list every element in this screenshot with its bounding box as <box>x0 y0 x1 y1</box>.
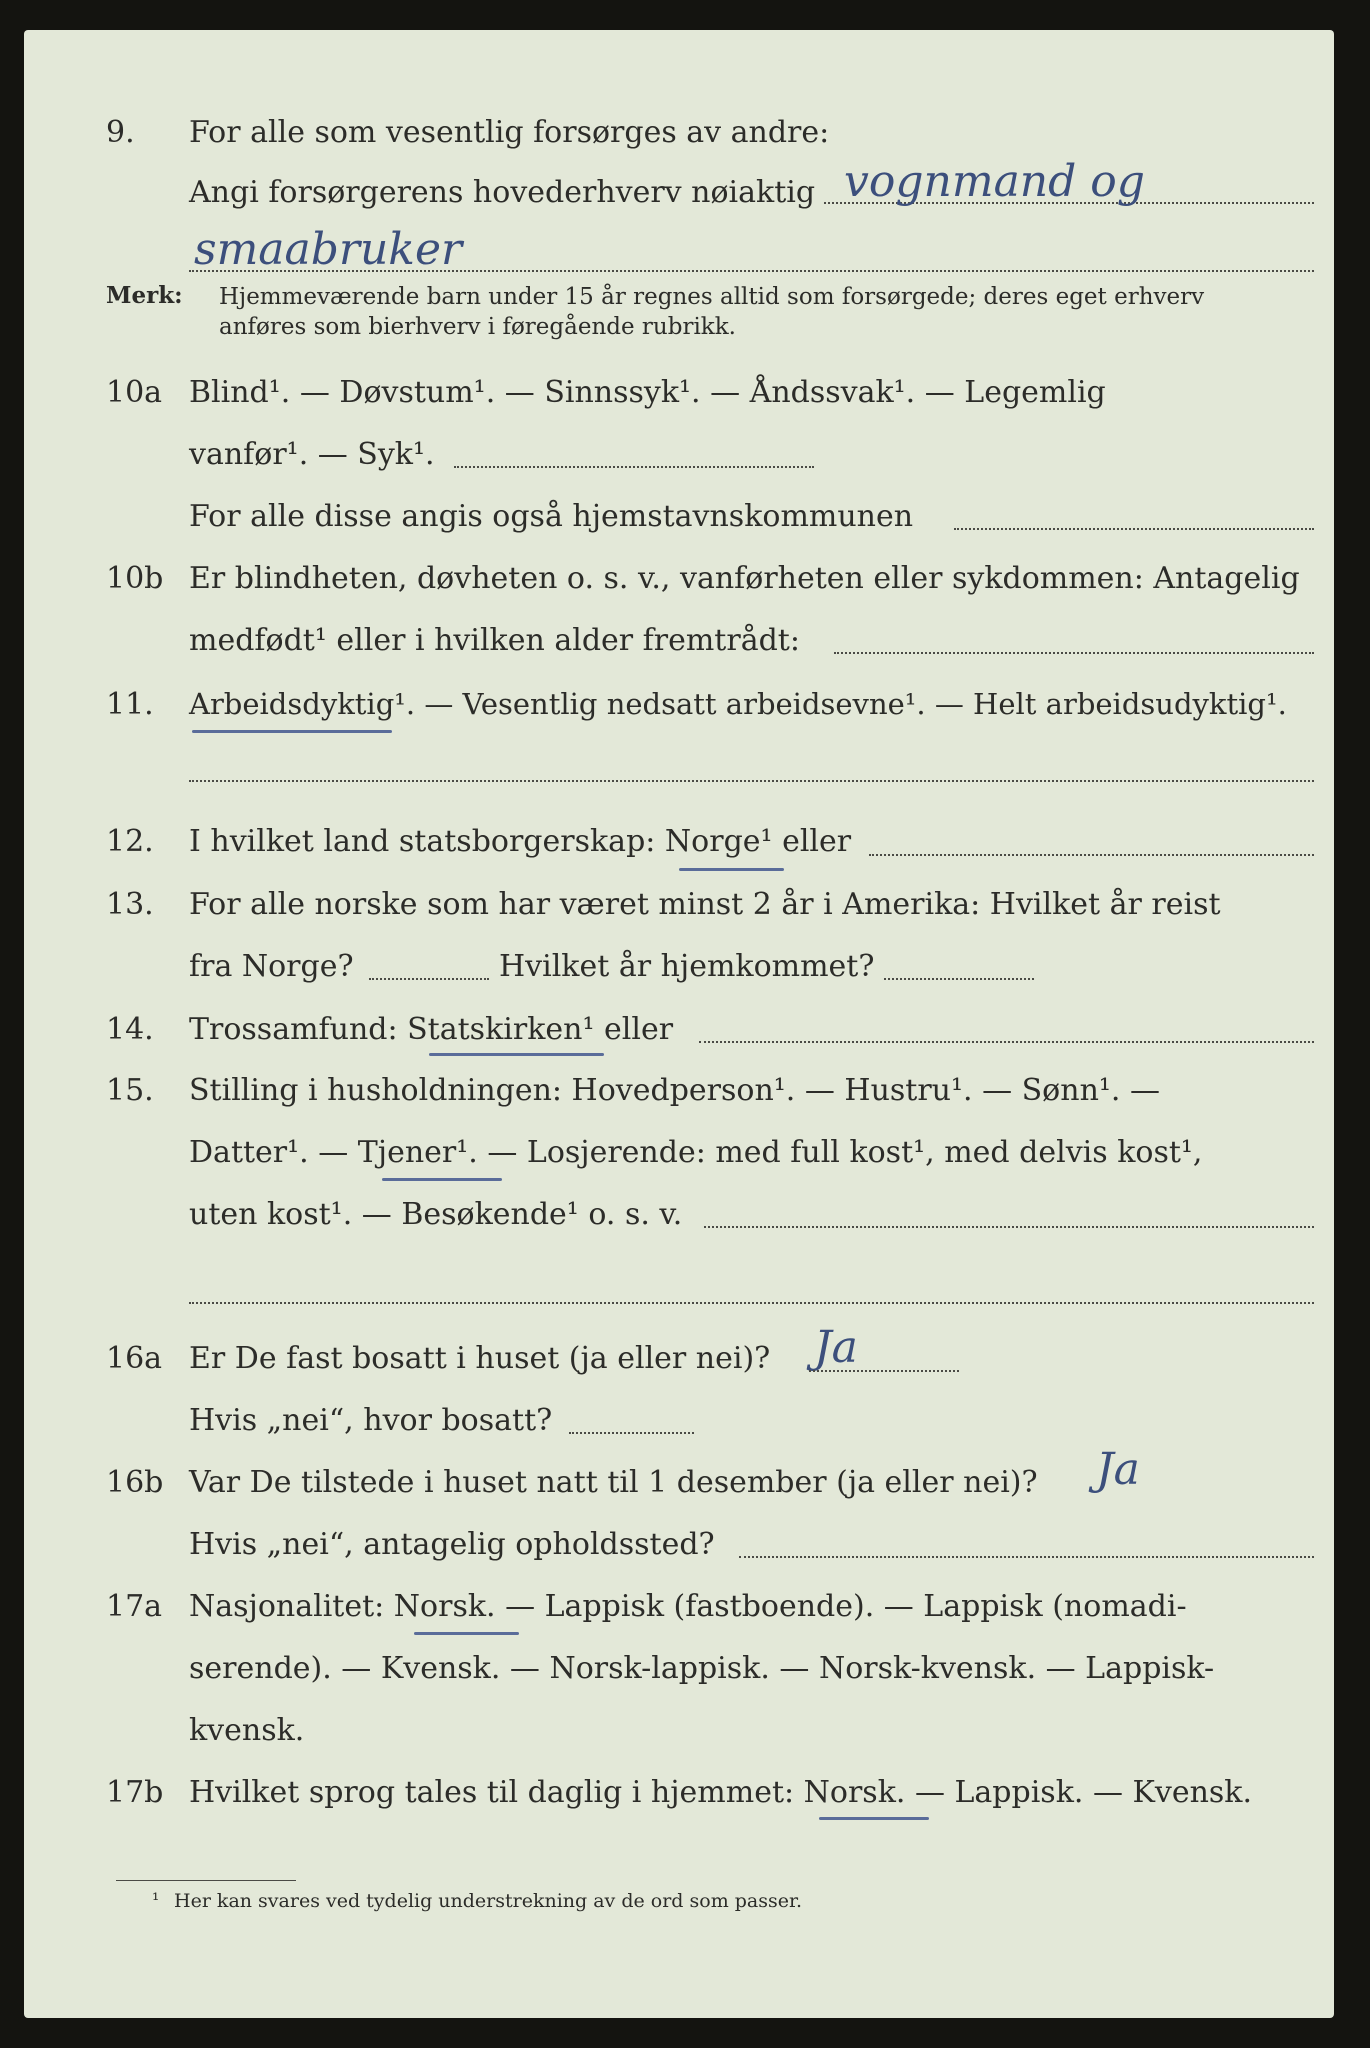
footnote-mark: ¹ <box>152 1890 160 1911</box>
q12-underline-norge <box>679 868 784 871</box>
q13-line2a: fra Norge? <box>189 949 354 984</box>
q10b-line1: Er blindheten, døvheten o. s. v., vanførheten eller sykdommen: Antagelig <box>189 561 1300 596</box>
merk-line1: Hjemmeværende barn under 15 år regnes alltid som forsørgede; deres eget erhverv <box>219 284 1205 310</box>
q16a-line1: Er De fast bosatt i huset (ja eller nei)? <box>189 1341 771 1376</box>
q10a-dotted-line-2 <box>954 528 1314 530</box>
q9-line1: For alle som vesentlig forsørges av andre: <box>189 115 830 150</box>
q9-handwritten-answer-a: vognmand og <box>844 156 1145 207</box>
q16a-dotted-line <box>809 1370 959 1372</box>
q15-dotted-line-2 <box>189 1302 1314 1304</box>
q10a-line3: For alle disse angis også hjemstavnskommunen <box>189 499 914 534</box>
footnote-text: Her kan svares ved tydelig understrekning av de ord som passer. <box>174 1890 803 1912</box>
q17a-line2: serende). — Kvensk. — Norsk-lappisk. — Norsk-kvensk. — Lappisk- <box>189 1651 1215 1686</box>
q13-line2b: Hvilket år hjemkommet? <box>499 949 875 984</box>
q14-line1: Trossamfund: Statskirken¹ eller <box>189 1012 674 1047</box>
q9-line2: Angi forsørgerens hovederhverv nøiaktig <box>189 175 816 210</box>
q10b-line2: medfødt¹ eller i hvilken alder fremtrådt: <box>189 623 800 658</box>
census-form-page <box>24 30 1334 2018</box>
q10a-line2: vanfør¹. — Syk¹. <box>189 437 435 472</box>
q11-line1: Arbeidsdyktig¹. — Vesentlig nedsatt arbeidsevne¹. — Helt arbeidsudyktig¹. <box>189 687 1287 721</box>
q17b-number: 17b <box>106 1775 164 1810</box>
q16b-line1: Var De tilstede i huset natt til 1 desember (ja eller nei)? <box>189 1465 1038 1500</box>
q12-line1: I hvilket land statsborgerskap: Norge¹ eller <box>189 824 852 859</box>
q10a-dotted-line <box>454 466 814 468</box>
q16b-dotted-line <box>739 1556 1314 1558</box>
q11-number: 11. <box>106 687 154 722</box>
q10a-line1: Blind¹. — Døvstum¹. — Sinnssyk¹. — Åndssvak¹. — Legemlig <box>189 375 1106 410</box>
q13-number: 13. <box>106 887 154 922</box>
q9-number: 9. <box>106 115 135 150</box>
q10b-number: 10b <box>106 561 164 596</box>
q15-line2: Datter¹. — Tjener¹. — Losjerende: med full kost¹, med delvis kost¹, <box>189 1135 1203 1170</box>
q14-underline-statskirken <box>429 1053 604 1056</box>
q17a-line1: Nasjonalitet: Norsk. — Lappisk (fastboende). — Lappisk (nomadi- <box>189 1589 1187 1624</box>
q14-number: 14. <box>106 1012 154 1047</box>
q13-line1: For alle norske som har været minst 2 år i Amerika: Hvilket år reist <box>189 887 1221 922</box>
q17a-number: 17a <box>106 1589 163 1624</box>
q17b-line1: Hvilket sprog tales til daglig i hjemmet: Norsk. — Lappisk. — Kvensk. <box>189 1775 1253 1810</box>
q16b-number: 16b <box>106 1465 164 1500</box>
q12-number: 12. <box>106 824 154 859</box>
q14-dotted-line <box>699 1041 1314 1043</box>
q15-underline-tjener <box>382 1178 502 1181</box>
q16a-number: 16a <box>106 1341 163 1376</box>
q16a-line2: Hvis „nei“, hvor bosatt? <box>189 1403 553 1438</box>
q11-dotted-line <box>189 780 1314 782</box>
q17a-underline-norsk <box>414 1632 519 1635</box>
q15-line3: uten kost¹. — Besøkende¹ o. s. v. <box>189 1197 683 1232</box>
merk-line2: anføres som bierhverv i føregående rubrikk. <box>219 314 736 340</box>
q15-line1: Stilling i husholdningen: Hovedperson¹. — Hustru¹. — Sønn¹. — <box>189 1073 1160 1108</box>
q16b-line2: Hvis „nei“, antagelig opholdssted? <box>189 1527 715 1562</box>
q17a-line3: kvensk. <box>189 1713 305 1748</box>
q10b-dotted-line <box>834 652 1314 654</box>
q16a-dotted-line-2 <box>569 1432 694 1434</box>
q16b-handwritten-answer: Ja <box>1096 1444 1140 1495</box>
q15-dotted-line <box>704 1226 1314 1228</box>
q9-dotted-line-2 <box>189 270 1314 272</box>
q10a-number: 10a <box>106 375 163 410</box>
q15-number: 15. <box>106 1073 154 1108</box>
q11-underline-arbeidsdyktig <box>192 730 392 733</box>
merk-label: Merk: <box>106 282 183 309</box>
footnote-rule <box>116 1880 296 1881</box>
q17b-underline-norsk <box>819 1817 929 1820</box>
q9-handwritten-answer-b: smaabruker <box>194 224 463 275</box>
q16a-handwritten-answer: Ja <box>814 1322 858 1373</box>
q13-dotted-line-b <box>884 978 1034 980</box>
q13-dotted-line-a <box>369 978 489 980</box>
q12-dotted-line <box>869 854 1314 856</box>
